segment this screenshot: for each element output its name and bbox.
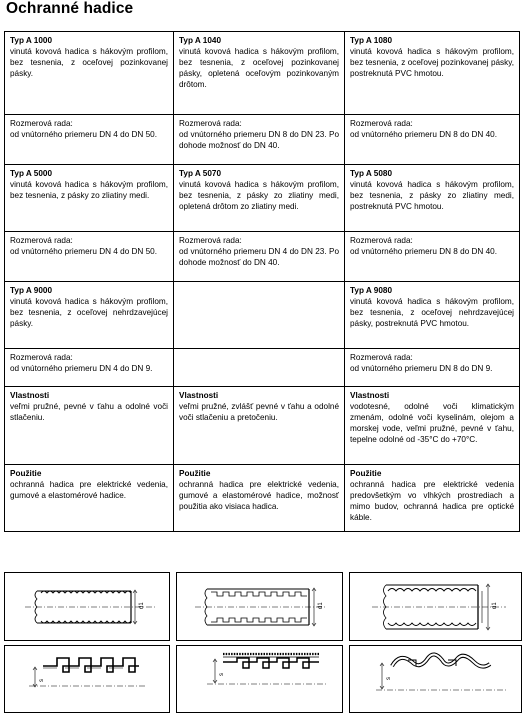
svg-text:d1: d1	[492, 602, 498, 609]
cell-heading: Vlastnosti	[10, 391, 50, 400]
profile-drawing-a1040	[176, 645, 343, 713]
cell-heading: Rozmerová rada:	[10, 119, 73, 128]
table-row-size	[5, 232, 520, 282]
cell-text: vinutá kovová hadica s hákovým profilom, bez tesnenia, z oceľovej nehrdzavejúcej pásky.	[10, 297, 168, 328]
table-cell	[5, 32, 174, 115]
table-row-size	[5, 349, 520, 387]
svg-text:s: s	[386, 677, 392, 680]
cell-text: vinutá kovová hadica s hákovým profilom, bez tesnenia, z pásky zo zliatiny medi.	[10, 180, 168, 200]
cell-text: vodotesné, odolné voči klimatickým zmenám, odolné voči kyselinám, olejom a morskej vode, veľmi pružné, pevné v ťahu, tepelne odolné od -35°C do +70°C.	[350, 402, 514, 444]
table-cell	[174, 32, 345, 115]
spec-table	[4, 31, 520, 532]
cell-heading: Typ A 5070	[179, 169, 222, 178]
cell-heading: Typ A 5080	[350, 169, 393, 178]
cell-heading: Použitie	[350, 469, 382, 478]
table-cell	[5, 232, 174, 282]
cell-text: od vnútorného priemeru DN 8 do DN 40.	[350, 247, 497, 256]
cell-text: vinutá kovová hadica s hákovým profilom, bez tesnenia, z pásky zo zliatiny medi, opletená drôtom zo zliatiny medi.	[179, 180, 339, 211]
table-cell	[5, 165, 174, 232]
cell-heading: Rozmerová rada:	[10, 236, 73, 245]
table-cell	[345, 465, 520, 532]
cell-text: od vnútorného priemeru DN 8 do DN 9.	[350, 364, 493, 373]
cell-text: vinutá kovová hadica s hákovým profilom, bez tesnenia, z oceľovej pozinkovanej pásky, opletená oceľovým pozinkovaným drôtom.	[179, 47, 339, 89]
table-cell	[5, 282, 174, 349]
cell-text: ochranná hadica pre elektrické vedenia, gumové a elastomérové hadice, možnosť použitia ako visiaca hadica.	[179, 480, 339, 511]
cell-heading: Rozmerová rada:	[179, 119, 242, 128]
cell-text: vinutá kovová hadica s hákovým profilom, bez tesnenia, z pásky zo zliatiny medi, postreknutá PVC hmotou.	[350, 180, 514, 211]
table-row-type	[5, 282, 520, 349]
svg-text:d1: d1	[318, 602, 324, 609]
cell-text: vinutá kovová hadica s hákovým profilom, bez tesnenia, z oceľovej pozinkovanej pásky.	[10, 47, 168, 78]
table-cell	[174, 282, 345, 349]
cell-text: veľmi pružné, zvlášť pevné v ťahu a odolné voči stlačeniu a pretočeniu.	[179, 402, 339, 422]
cell-heading: Rozmerová rada:	[179, 236, 242, 245]
table-row-type	[5, 165, 520, 232]
cell-text: veľmi pružné, pevné v ťahu a odolné voči stlačeniu.	[10, 402, 168, 422]
profile-drawing-a1080	[349, 645, 522, 713]
table-cell	[5, 465, 174, 532]
drawings-area	[4, 572, 520, 713]
cell-heading: Typ A 9000	[10, 286, 53, 295]
svg-text:d1: d1	[139, 602, 145, 609]
hose-drawing-a1080	[349, 572, 522, 641]
cell-text: ochranná hadica pre elektrické vedenia, gumové a elastomérové hadice.	[10, 480, 168, 500]
cell-heading: Použitie	[179, 469, 211, 478]
cell-text: vinutá kovová hadica s hákovým profilom, bez tesnenia, z oceľovej nehrdzavejúcej pásky, postreknutá PVC hmotou.	[350, 297, 514, 328]
table-cell	[345, 32, 520, 115]
table-cell	[345, 387, 520, 465]
cell-text: od vnútorného priemeru DN 8 do DN 40.	[350, 130, 497, 139]
table-row-type	[5, 32, 520, 115]
table-cell	[345, 165, 520, 232]
cell-text: od vnútorného priemeru DN 4 do DN 50.	[10, 130, 157, 139]
table-cell	[5, 115, 174, 165]
cell-text: od vnútorného priemeru DN 4 do DN 23. Po dohode možnosť do DN 40.	[179, 247, 339, 267]
table-cell	[5, 387, 174, 465]
cell-heading: Typ A 5000	[10, 169, 53, 178]
table-cell	[174, 115, 345, 165]
table-cell	[5, 349, 174, 387]
cell-heading: Typ A 9080	[350, 286, 393, 295]
table-cell	[174, 349, 345, 387]
cell-heading: Vlastnosti	[350, 391, 390, 400]
table-cell	[345, 232, 520, 282]
cell-heading: Rozmerová rada:	[350, 119, 413, 128]
cell-heading: Typ A 1080	[350, 36, 393, 45]
table-row-use	[5, 465, 520, 532]
table-row-size	[5, 115, 520, 165]
cell-heading: Rozmerová rada:	[350, 236, 413, 245]
table-cell	[174, 387, 345, 465]
cell-text: od vnútorného priemeru DN 4 do DN 9.	[10, 364, 153, 373]
profile-drawing-a1000	[4, 645, 170, 713]
table-cell	[174, 465, 345, 532]
cell-heading: Typ A 1040	[179, 36, 222, 45]
cell-text: vinutá kovová hadica s hákovým profilom, bez tesnenia, z oceľovej pozinkovanej pásky, postreknutá PVC hmotou.	[350, 47, 514, 78]
svg-text:s: s	[39, 679, 45, 682]
cell-text: od vnútorného priemeru DN 8 do DN 23. Po dohode možnosť do DN 40.	[179, 130, 339, 150]
table-cell	[174, 165, 345, 232]
hose-drawing-a1000	[4, 572, 170, 641]
svg-text:s: s	[219, 673, 225, 676]
cell-heading: Typ A 1000	[10, 36, 53, 45]
hose-drawing-a1040	[176, 572, 343, 641]
table-cell	[345, 115, 520, 165]
cell-heading: Rozmerová rada:	[350, 353, 413, 362]
table-cell	[174, 232, 345, 282]
cell-heading: Rozmerová rada:	[10, 353, 73, 362]
table-cell	[345, 282, 520, 349]
page-title: Ochranné hadice	[6, 0, 134, 17]
cell-heading: Použitie	[10, 469, 42, 478]
table-row-prop	[5, 387, 520, 465]
cell-text: od vnútorného priemeru DN 4 do DN 50.	[10, 247, 157, 256]
table-cell	[345, 349, 520, 387]
cell-text: ochranná hadica pre elektrické vedenia predovšetkým vo vlhkých prostrediach a mimo budov, ochranná hadica pre optické káble.	[350, 480, 514, 522]
cell-heading: Vlastnosti	[179, 391, 219, 400]
